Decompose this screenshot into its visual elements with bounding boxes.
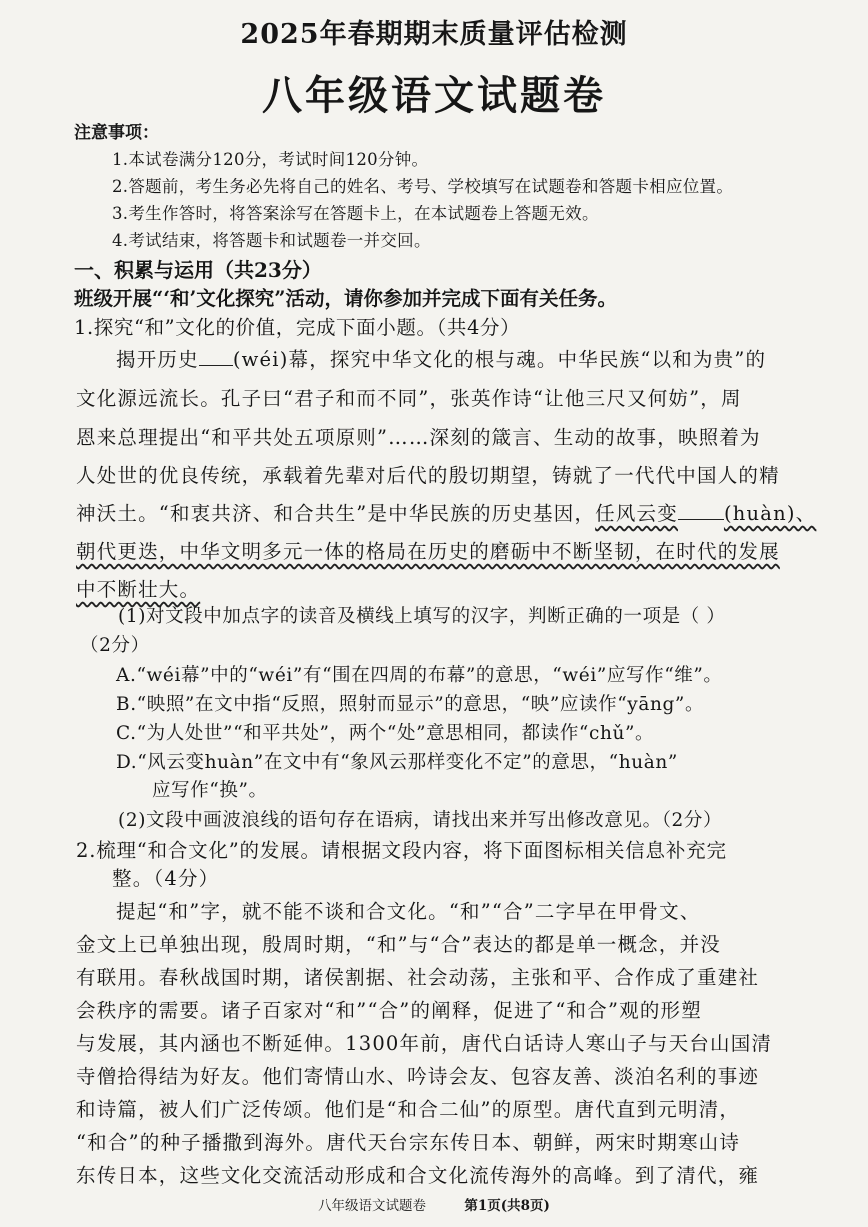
passage-text: (wéi)幕，探究中华文化的根与魂。中华民族“以和为贵”的 xyxy=(232,348,767,371)
subquestion-1-points: （2分） xyxy=(80,635,150,656)
section-title: 一、积累与运用（共23分） xyxy=(74,258,322,282)
passage-line-4: 人处世的优良传统，承载着先辈对后代的殷切期望，铸就了一代代中国人的精 xyxy=(76,464,780,487)
q2-passage-line-1: 提起“和”字，就不能不谈和合文化。“和”“合”二字早在甲骨文、 xyxy=(116,900,701,923)
notice-item-4: 4.考试结束，将答题卡和试题卷一并交回。 xyxy=(112,231,431,250)
passage-line-6: 朝代更迭，中华文明多元一体的格局在历史的磨砺中不断坚韧，在时代的发展 xyxy=(76,540,780,563)
passage-line-7: 中不断壮大。 xyxy=(76,578,201,601)
passage-line-1 xyxy=(116,347,766,373)
option-b: B.“映照”在文中指“反照，照射而显示”的意思，“映”应读作“yāng”。 xyxy=(116,694,705,715)
q2-passage-line-2: 金文上已单独出现，殷周时期，“和”与“合”表达的都是单一概念，并没 xyxy=(76,933,721,956)
q2-passage-line-3: 有联用。春秋战国时期，诸侯割据、社会动荡，主张和平、合作成了重建社 xyxy=(76,966,760,989)
notice-label: 注意事项： xyxy=(74,123,159,143)
q2-passage-line-5: 与发展，其内涵也不断延伸。1300年前，唐代白话诗人寒山子与天台山国清 xyxy=(76,1032,773,1055)
option-a: A.“wéi幕”中的“wéi”有“围在四周的布幕”的意思，“wéi”应写作“维”。 xyxy=(116,665,723,686)
passage-text: 神沃土。“和衷共济、和合共生”是中华民族的历史基因， xyxy=(76,502,596,525)
wavy-underlined-text: 任风云变 xyxy=(595,502,678,525)
q2-passage-line-6: 寺僧拾得结为好友。他们寄情山水、吟诗会友、包容友善、淡泊名利的事迹 xyxy=(76,1065,760,1088)
option-d: D.“风云变huàn”在文中有“象风云那样变化不定”的意思，“huàn” xyxy=(116,752,678,773)
question-1-title: 1.探究“和”文化的价值，完成下面小题。（共4分） xyxy=(74,316,521,339)
answer-blank xyxy=(199,347,233,366)
subquestion-1-stem: (1)对文段中加点字的读音及横线上填写的汉字，判断正确的一项是（ ） xyxy=(118,606,726,627)
activity-intro: 班级开展“‘和’文化探究”活动，请你参加并完成下面有关任务。 xyxy=(74,287,618,310)
option-c: C.“为人处世”“和平共处”，两个“处”意思相同，都读作“chǔ”。 xyxy=(116,723,655,744)
passage-line-3: 恩来总理提出“和平共处五项原则”……深刻的箴言、生动的故事，映照着为 xyxy=(76,426,761,449)
passage-line-5 xyxy=(76,501,816,527)
notice-item-3: 3.考生作答时，将答案涂写在答题卡上，在本试题卷上答题无效。 xyxy=(112,204,599,223)
question-2-title-continued: 整。（4分） xyxy=(112,867,220,890)
q2-passage-line-7: 和诗篇，被人们广泛传颂。他们是“和合二仙”的原型。唐代直到元明清， xyxy=(76,1098,741,1121)
footer-page-number: 第1页(共8页) xyxy=(464,1198,550,1214)
q2-passage-line-4: 会秩序的需要。诸子百家对“和”“合”的阐释，促进了“和合”观的形塑 xyxy=(76,999,702,1022)
notice-item-2: 2.答题前，考生务必先将自己的姓名、考号、学校填写在试题卷和答题卡相应位置。 xyxy=(112,177,734,196)
page-footer xyxy=(0,1194,868,1214)
option-d-continued: 应写作“换”。 xyxy=(152,780,268,801)
paper-title: 八年级语文试题卷 xyxy=(262,72,606,119)
notice-item-1: 1.本试卷满分120分，考试时间120分钟。 xyxy=(112,150,429,169)
question-2-title: 2.梳理“和合文化”的发展。请根据文段内容，将下面图标相关信息补充完 xyxy=(76,839,727,862)
passage-text: 揭开历史 xyxy=(116,348,199,371)
subquestion-2: (2)文段中画波浪线的语句存在语病，请找出来并写出修改意见。（2分） xyxy=(118,810,723,831)
exam-title: 2025年春期期末质量评估检测 xyxy=(240,19,628,50)
footer-paper-name: 八年级语文试题卷 xyxy=(318,1198,427,1214)
wavy-underlined-text: (huàn)、 xyxy=(723,502,817,525)
answer-blank xyxy=(678,501,724,520)
q2-passage-line-8: “和合”的种子播撒到海外。唐代天台宗东传日本、朝鲜，两宋时期寒山诗 xyxy=(76,1131,741,1154)
q2-passage-line-9: 东传日本，这些文化交流活动形成和合文化流传海外的高峰。到了清代，雍 xyxy=(76,1164,760,1187)
passage-line-2: 文化源远流长。孔子曰“君子和而不同”，张英作诗“让他三尺又何妨”，周 xyxy=(76,387,742,410)
